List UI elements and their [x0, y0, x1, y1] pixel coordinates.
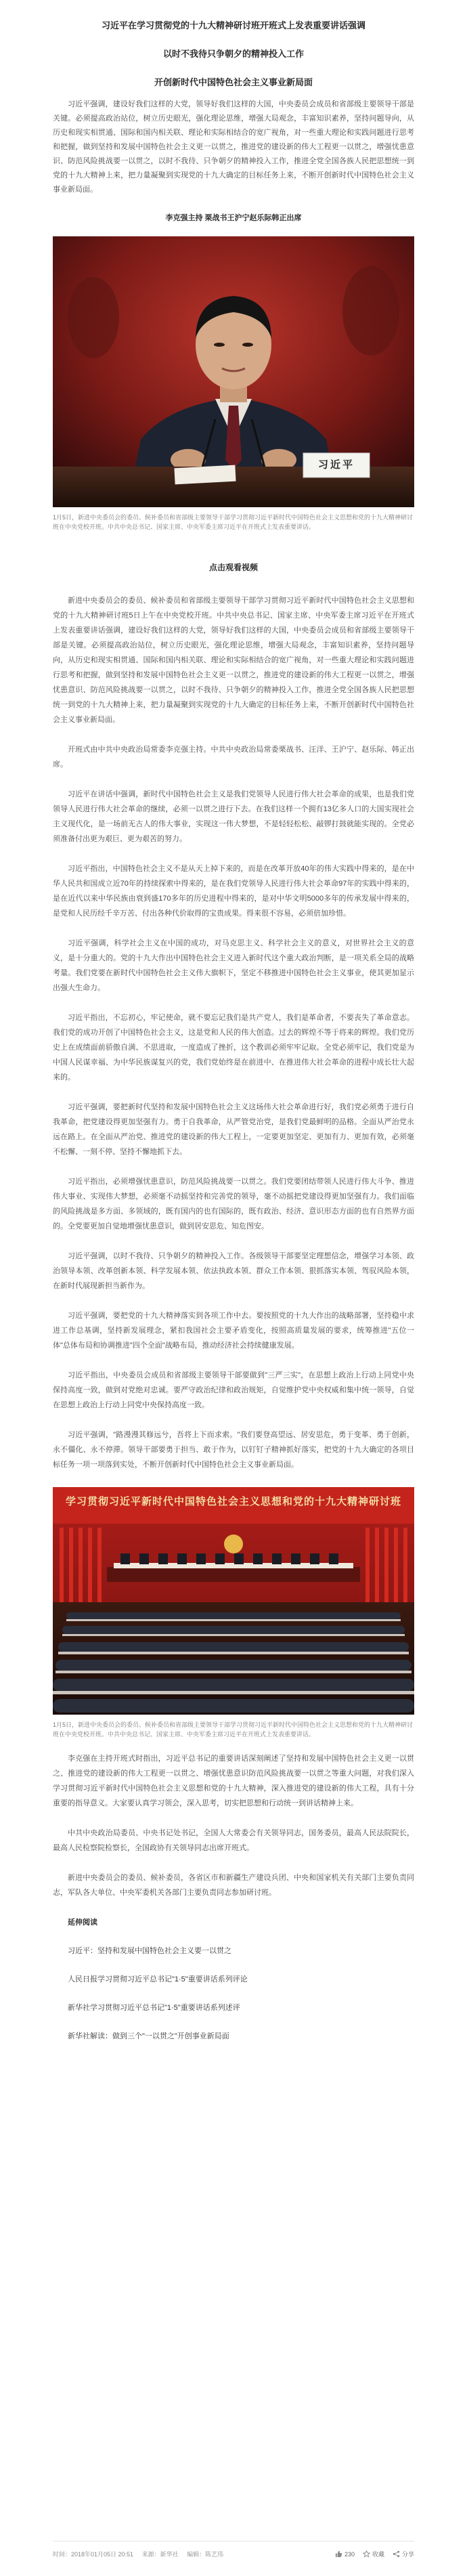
related-link[interactable]: 习近平：坚持和发展中国特色社会主义要一以贯之	[68, 1947, 231, 1955]
paragraph: 习近平强调，要把党的十九大精神落实到各项工作中去。要按照党的十九大作出的战略部署，坚持稳中求进工作总基调，坚持新发展理念，紧扣我国社会主要矛盾变化，按照高质量发展的要求，统筹推进"五位一体"总体布局和协调推进"四个全面"战略布局，推动经济社会持续健康发展。	[53, 1312, 414, 1350]
like-count: 230	[344, 2550, 355, 2558]
speech-photo	[53, 236, 414, 507]
paragraph: 中共中央政治局委员、中央书记处书记，全国人大常委会有关领导同志，国务委员，最高人民法院院长，最高人民检察院检察长，全国政协有关领导同志出席开班式。	[53, 1829, 414, 1852]
figure-1	[53, 236, 414, 532]
figure-2	[53, 1487, 414, 1739]
paragraph: 习近平在讲话中强调，新时代中国特色社会主义是我们党领导人民进行伟大社会革命的成果，也是我们党领导人民进行伟大社会革命的继续，必须一以贯之进行下去。在我们这样一个拥有13亿多人口的大国实现社会主义现代化，是一场前无古人的伟大事业，实现这一伟大梦想，不是轻轻松松、敲锣打鼓就能实现的。全党必须准备付出更为艰巨、更为艰苦的努力。	[53, 790, 414, 843]
related-link[interactable]: 新华社学习贯彻习近平总书记"1·5"重要讲话系列述评	[68, 2004, 240, 2012]
video-link[interactable]: 点击观看视频	[208, 563, 258, 572]
paragraph: 习近平指出，中央委员会成员和省部级主要领导干部要做到"三严三实"，在思想上政治上行动上同党中央保持高度一致，做到对党绝对忠诚。要严守政治纪律和政治规矩，自觉维护党中央权威和集中统一领导，自觉在思想上政治上行动上同党中央保持高度一致。	[53, 1371, 414, 1409]
nameplate-text: 习近平	[317, 458, 355, 471]
banner-text: 学习贯彻习近平新时代中国特色社会主义思想和党的十九大精神研讨班	[65, 1495, 401, 1507]
lead-paragraph: 习近平强调，建设好我们这样的大党，领导好我们这样的大国，中央委员会成员和省部级主要领导干部是关键。必须提高政治站位，树立历史眼光，强化理论思维，增强大局观念，丰富知识素养，坚持问题导向，从历史和现实相贯通、国际和国内相关联、理论和实际相结合的宽广视角，对一些重大理论和实践问题进行思考和把握，做到坚持和发展中国特色社会主义更一以贯之，推进党的建设新的伟大工程更一以贯之，增强忧患意识、防范风险挑战要一以贯之，以时不我待、只争朝夕的精神投入工作，推进全党全国各族人民把思想统一到党的十九大精神上来，把力量凝聚到实现党的十九大确定的目标任务上来，不断开创新时代中国特色社会主义事业新局面。	[53, 100, 414, 194]
paragraph: 习近平强调，以时不我待、只争朝夕的精神投入工作。各级领导干部要坚定理想信念，增强学习本领、政治领导本领、改革创新本领、科学发展本领、依法执政本领、群众工作本领、狠抓落实本领、驾驭风险本领，在新时代展现新担当新作为。	[53, 1252, 414, 1290]
share-icon	[393, 2550, 400, 2558]
article-footer	[53, 2541, 414, 2558]
like-button[interactable]	[335, 2550, 355, 2558]
article-meta	[53, 2550, 335, 2558]
byline: 李克强主持 栗战书王沪宁赵乐际韩正出席	[165, 214, 302, 222]
editor: 编辑：陈艺伟	[187, 2551, 224, 2558]
publish-time: 时间：2018年01月05日 20:51	[53, 2551, 134, 2558]
meeting-hall-photo	[53, 1487, 414, 1715]
article-actions	[335, 2550, 414, 2558]
photo-caption-2: 1月5日，新进中央委员会的委员、候补委员和省部级主要领导干部学习贯彻习近平新时代中国特色社会主义思想和党的十九大精神研讨班在中央党校开班。中共中央总书记、国家主席、中央军委主席习近平在开班式上发表重要讲话。	[53, 1721, 414, 1738]
favorite-button[interactable]	[363, 2550, 384, 2558]
paragraph: 新进中央委员会的委员、候补委员和省部级主要领导干部学习贯彻习近平新时代中国特色社会主义思想和党的十九大精神研讨班5日上午在中央党校开班。中共中央总书记、国家主席、中央军委主席习近平在开班式上发表重要讲话强调，建设好我们这样的大党，领导好我们这样的大国，中央委员会成员和省部级主要领导干部是关键。必须提高政治站位，树立历史眼光，强化理论思维，增强大局观念，丰富知识素养，坚持问题导向，从历史和现实相贯通、国际和国内相关联、理论和实际相结合的宽广视角，对一些重大理论和实践问题进行思考和把握，做到坚持和发展中国特色社会主义更一以贯之，推进党的建设新的伟大工程更一以贯之，增强忧患意识、防范风险挑战要一以贯之，以时不我待、只争朝夕的精神投入工作，推进全党全国各族人民把思想统一到党的十九大精神上来，把力量凝聚到实现党的十九大确定的目标任务上来，不断开创新时代中国特色社会主义事业新局面。	[53, 597, 414, 724]
paragraph: 习近平强调，科学社会主义在中国的成功，对马克思主义、科学社会主义的意义，对世界社会主义的意义，是十分重大的。党的十九大作出中国特色社会主义进入新时代这个重大政治判断，是一项关系全局的战略考量。我们党要在新时代中国特色社会主义伟大旗帜下，坚定不移推进中国特色社会主义事业，使其更加显示出强大生命力。	[53, 939, 414, 992]
share-label: 分享	[401, 2551, 414, 2558]
headline-sub-2: 开创新时代中国特色社会主义事业新局面	[154, 77, 313, 87]
paragraph: 习近平指出，中国特色社会主义不是从天上掉下来的，而是在改革开放40年的伟大实践中得来的，是在中华人民共和国成立近70年的持续探索中得来的，是在我们党领导人民进行伟大社会革命97年的实践中得来的，是在近代以来中华民族由衰到盛170多年的历史进程中得来的，是对中华文明5000多年的传承发展中得来的，是党和人民历经千辛万苦、付出各种代价取得的宝贵成果。得来很不容易，必须倍加珍惜。	[53, 865, 414, 918]
favorite-label: 收藏	[372, 2551, 384, 2558]
paragraph: 新进中央委员会的委员、候补委员，各省区市和新疆生产建设兵团、中央和国家机关有关部门主要负责同志，军队各大单位、中央军委机关各部门主要负责同志参加研讨班。	[53, 1874, 414, 1897]
related-reading-title: 延伸阅读	[68, 1918, 97, 1927]
paragraph: 李克强在主持开班式时指出，习近平总书记的重要讲话深刻阐述了坚持和发展中国特色社会主义更一以贯之、推进党的建设新的伟大工程更一以贯之、增强忧患意识防范风险挑战要一以贯之等重大问题，对我们深入学习贯彻习近平新时代中国特色社会主义思想和党的十九大精神，深入推进党的建设新的伟大工程，具有十分重要的指导意义。大家要认真学习领会，深入思考，切实把思想和行动统一到讲话精神上来。	[53, 1755, 414, 1807]
headline-sub-1: 以时不我待只争朝夕的精神投入工作	[162, 49, 304, 59]
headline-main: 习近平在学习贯彻党的十九大精神研讨班开班式上发表重要讲话强调	[101, 20, 365, 30]
paragraph: 习近平强调，要把新时代坚持和发展中国特色社会主义这场伟大社会革命进行好，我们党必须勇于进行自我革命，把党建设得更加坚强有力。勇于自我革命，从严管党治党，是我们党最鲜明的品格。全面从严治党永远在路上。在全面从严治党、推进党的建设新的伟大工程上，一定要更加坚定、更加有力、更加有效，必须毫不松懈、一刻不停、坚持不懈地抓下去。	[53, 1103, 414, 1156]
paragraph: 习近平指出，不忘初心，牢记使命，就不要忘记我们是共产党人，我们是革命者，不要丧失了革命意志。我们党的成功开创了中国特色社会主义，这是党和人民的伟大创造。过去的辉煌不等于将来的辉煌。我们党历史上在成绩面前骄傲自满、不思进取，一度造成了挫折，这个教训必须牢牢记取。全党必须牢记，我们党是为中国人民谋幸福、为中华民族谋复兴的党，我们党始终是在前进中、在推进伟大社会革命的进程中成长壮大起来的。	[53, 1014, 414, 1081]
share-button[interactable]	[393, 2550, 414, 2558]
related-link[interactable]: 人民日报学习贯彻习近平总书记"1·5"重要讲话系列评论	[68, 1975, 248, 1983]
thumbs-up-icon	[335, 2550, 342, 2558]
source: 来源：新华社	[141, 2551, 179, 2558]
paragraph: 习近平指出，必须增强忧患意识，防范风险挑战要一以贯之。我们党要团结带领人民进行伟大斗争、推进伟大事业、实现伟大梦想，必须毫不动摇坚持和完善党的领导，毫不动摇把党建设得更加坚强有力。我们面临的风险挑战是多方面、多领域的，既有国内的也有国际的，既有政治、经济、意识形态方面的也有自然界方面的。全党要更加自觉地增强忧患意识，做到居安思危、知危图安。	[53, 1178, 414, 1230]
related-link[interactable]: 新华社解读：做到三个"一以贯之"开创事业新局面	[68, 2032, 229, 2040]
star-icon	[363, 2550, 370, 2558]
meeting-hall-illustration	[53, 1487, 414, 1715]
paragraph: 习近平强调，"路漫漫其修远兮，吾将上下而求索。"我们要登高望远、居安思危，勇于变革、勇于创新，永不僵化、永不停滞。领导干部要勇于担当、敢于作为，以钉钉子精神抓好落实，把党的十九大确定的各项目标任务一项一项落到实处，不断开创新时代中国特色社会主义事业新局面。	[53, 1431, 414, 1469]
paragraph: 开班式由中共中央政治局常委李克强主持。中共中央政治局常委栗战书、汪洋、王沪宁、赵乐际、韩正出席。	[53, 746, 414, 769]
photo-caption-1: 1月5日，新进中央委员会的委员、候补委员和省部级主要领导干部学习贯彻习近平新时代中国特色社会主义思想和党的十九大精神研讨班在中央党校开班。中共中央总书记、国家主席、中央军委主席习近平在开班式上发表重要讲话。	[53, 514, 414, 530]
